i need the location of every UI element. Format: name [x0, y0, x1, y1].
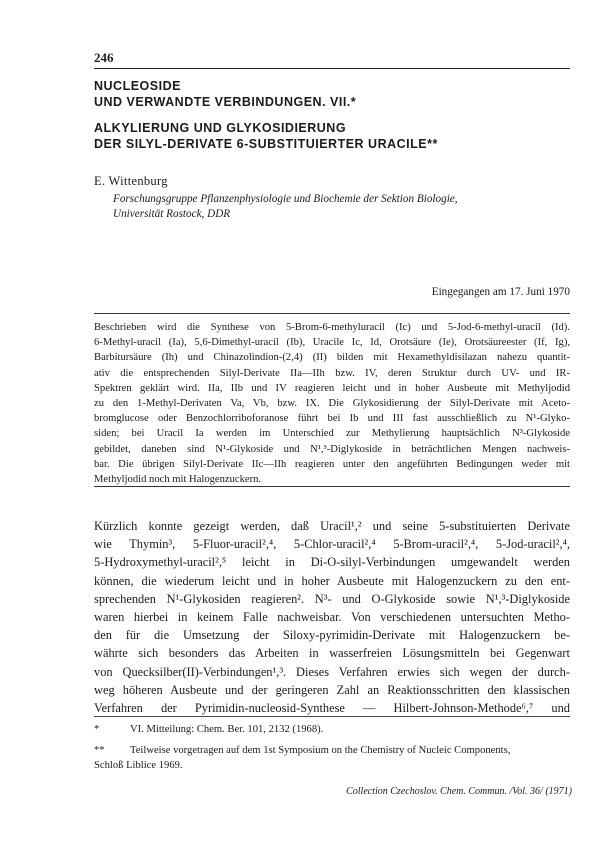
footnote-2-text: Teilweise vorgetragen auf dem 1st Symposium on the Chemistry of Nucleic Components,: [130, 745, 511, 756]
body-line: währte sich besonders das Arbeiten in wasserfreien Lösungsmitteln bei Gegenwart: [94, 646, 570, 661]
body-line: sprechenden N¹-Glykosiden reagieren². N³- und O-Glykoside sowie N¹,³-Diglykoside: [94, 591, 570, 606]
header-rule: [94, 68, 570, 69]
title-line-1: NUCLEOSIDE: [94, 79, 181, 93]
author-name: E. Wittenburg: [94, 174, 168, 188]
abstract-line: zu den 1-Methyl-Derivaten Va, Vb, bzw. IX. Die Glykosidierung der Silyl-Derivate mit Aceto-: [94, 398, 570, 410]
affiliation: [113, 192, 573, 222]
abstract-line: 6-Methyl-uracil (Ia), 5,6-Dimethyl-uracil (Ib), Uracile Ic, Id, Orotsäure (Ie), Orotsäureester (If, Ig),: [94, 337, 570, 349]
series-title: [94, 78, 574, 110]
abstract-line: siden; bei Uracil Ia werden im Unterschied zur Methylierung hauptsächlich N³-Glykoside: [94, 428, 570, 440]
abstract: [94, 320, 570, 487]
body-line: wie Thymin³, 5-Fluor-uracil²,⁴, 5-Chlor-uracil²,⁴ 5-Brom-uracil²,⁴, 5-Jod-uracil²,⁴,: [94, 537, 570, 552]
abstract-line: gebildet, daneben sind N¹-Glykoside und N¹,³-Diglykoside in beträchtlichen Mengen nachweis-: [94, 443, 570, 455]
abstract-line: Methyljodid noch mit Halogenzuckern.: [94, 474, 262, 486]
body-text: [94, 517, 570, 717]
abstract-line: Beschrieben wird die Synthese von 5-Brom-6-methyluracil (Ic) und 5-Jod-6-methyl-uracil (Id).: [94, 322, 570, 333]
title-line-2: UND VERWANDTE VERBINDUNGEN. VII.*: [94, 95, 357, 109]
journal-reference: Collection Czechoslov. Chem. Commun. /Vol. 36/ (1971): [346, 786, 572, 797]
received-date: Eingegangen am 17. Juni 1970: [431, 286, 570, 298]
footnote-1-text: VI. Mitteilung: Chem. Ber. 101, 2132 (1968).: [130, 724, 324, 735]
abstract-line: Barbitursäure (Ih) und Chinazolindion-(2,4) (II) bilden mit Hexamethyldisilazan nahezu quantit-: [94, 352, 570, 364]
article-title: [94, 120, 574, 152]
abstract-line: Spektren geklärt wird. IIa, IIb und IV reagieren leicht und in hoher Ausbeute mit Methyljodid: [94, 382, 570, 394]
footnote-1: [94, 722, 570, 737]
body-line: weg höheren Ausbeute und der geringeren Zahl an Reaktionsschritten den klassischen: [94, 682, 570, 697]
body-line: 5-Hydroxymethyl-uracil²,⁵ leicht in Di-O-silyl-Verbindungen umgewandelt werden: [94, 555, 570, 570]
title-line-3: ALKYLIERUNG UND GLYKOSIDIERUNG: [94, 121, 347, 135]
abstract-line: bar. Die übrigen Silyl-Derivate IIc—IIh reagieren unter den angeführten Bedingungen weder mit: [94, 458, 570, 470]
footnote-2-text-cont: Schloß Liblice 1969.: [94, 760, 183, 771]
body-line: waren hierbei in keinem Falle nachweisbar. Von verschiedenen untersuchten Metho-: [94, 610, 570, 625]
abstract-line: bromglucose oder Benzochlorriboforanose führt bei Ib und III fast ausschließlich zu N¹-Glyko-: [94, 413, 570, 425]
abstract-line: ativ die entsprechenden Silyl-Derivate IIa—IIh bzw. IV, deren Struktur durch UV- und IR-: [94, 367, 570, 379]
affiliation-line-2: Universität Rostock, DDR: [113, 208, 231, 220]
body-line: Kürzlich konnte gezeigt werden, daß Uracil¹,² und seine 5-substituierten Derivate: [94, 519, 570, 533]
footnote-2: [94, 743, 570, 773]
body-line: Verfahren der Pyrimidin-nucleosid-Synthese — Hilbert-Johnson-Methode⁶,⁷ und: [94, 701, 570, 716]
title-line-4: DER SILYL-DERIVATE 6-SUBSTITUIERTER URACILE**: [94, 137, 438, 151]
footnote-1-mark: *: [94, 724, 100, 735]
body-line: können, die wiederum leicht und in hoher Ausbeute mit Halogenzuckern zu den ent-: [94, 573, 570, 588]
body-line: von Quecksilber(II)-Verbindungen¹,³. Dieses Verfahren erwies sich wegen der durch-: [94, 664, 570, 679]
footnote-2-mark: **: [94, 745, 105, 756]
page-number: 246: [94, 50, 114, 65]
body-line: den für die Umsetzung der Siloxy-pyrimidin-Derivate mit Halogenzuckern be-: [94, 628, 570, 643]
footnote-rule: [94, 716, 570, 717]
affiliation-line-1: Forschungsgruppe Pflanzenphysiologie und Biochemie der Sektion Biologie,: [113, 193, 458, 205]
